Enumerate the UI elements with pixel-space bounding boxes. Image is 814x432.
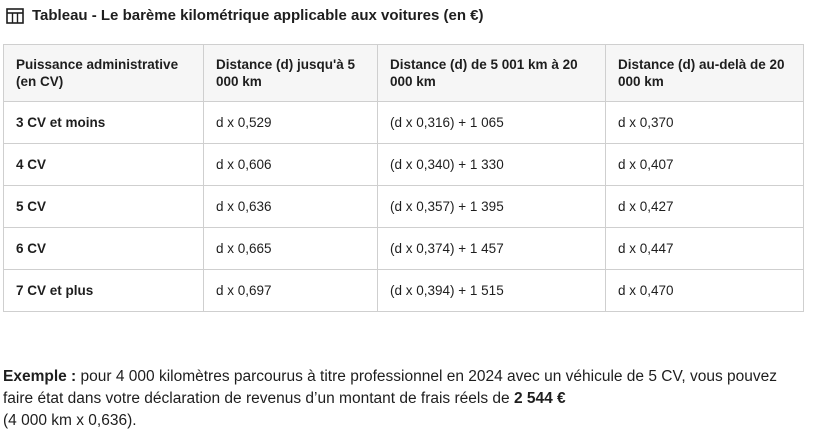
cell-5001-to-20000: (d x 0,374) + 1 457 (378, 228, 606, 270)
cell-5001-to-20000: (d x 0,316) + 1 065 (378, 102, 606, 144)
example-label: Exemple : (3, 367, 77, 385)
cell-up-to-5000: d x 0,697 (204, 270, 378, 312)
table-caption (6, 7, 484, 24)
example-calculation: (4 000 km x 0,636). (3, 411, 137, 429)
row-power: 6 CV (4, 228, 204, 270)
row-power: 4 CV (4, 144, 204, 186)
header-over-20000: Distance (d) au-delà de 20 000 km (606, 45, 804, 102)
cell-over-20000: d x 0,407 (606, 144, 804, 186)
cell-up-to-5000: d x 0,636 (204, 186, 378, 228)
cell-5001-to-20000: (d x 0,340) + 1 330 (378, 144, 606, 186)
row-power: 5 CV (4, 186, 204, 228)
cell-over-20000: d x 0,427 (606, 186, 804, 228)
table-row (4, 228, 804, 270)
row-power: 7 CV et plus (4, 270, 204, 312)
table-row (4, 186, 804, 228)
cell-up-to-5000: d x 0,665 (204, 228, 378, 270)
cell-5001-to-20000: (d x 0,357) + 1 395 (378, 186, 606, 228)
cell-over-20000: d x 0,447 (606, 228, 804, 270)
header-up-to-5000: Distance (d) jusqu'à 5 000 km (204, 45, 378, 102)
mileage-scale-table (3, 44, 804, 312)
row-power: 3 CV et moins (4, 102, 204, 144)
table-header-row (4, 45, 804, 102)
table-row (4, 144, 804, 186)
table-row (4, 102, 804, 144)
cell-over-20000: d x 0,470 (606, 270, 804, 312)
header-5001-to-20000: Distance (d) de 5 001 km à 20 000 km (378, 45, 606, 102)
header-power: Puissance administrative (en CV) (4, 45, 204, 102)
cell-up-to-5000: d x 0,529 (204, 102, 378, 144)
table-icon (6, 8, 24, 24)
cell-5001-to-20000: (d x 0,394) + 1 515 (378, 270, 606, 312)
table-caption-text: Tableau - Le barème kilométrique applicable aux voitures (en €) (32, 7, 484, 24)
example-amount: 2 544 € (513, 389, 566, 407)
table-row (4, 270, 804, 312)
cell-up-to-5000: d x 0,606 (204, 144, 378, 186)
example-paragraph (3, 366, 808, 432)
cell-over-20000: d x 0,370 (606, 102, 804, 144)
example-text: pour 4 000 kilomètres parcourus à titre professionnel en 2024 avec un véhicule de 5 CV, vous pouvez faire état dans votre déclaration de revenus d’un montant de frais réels de (3, 367, 778, 407)
